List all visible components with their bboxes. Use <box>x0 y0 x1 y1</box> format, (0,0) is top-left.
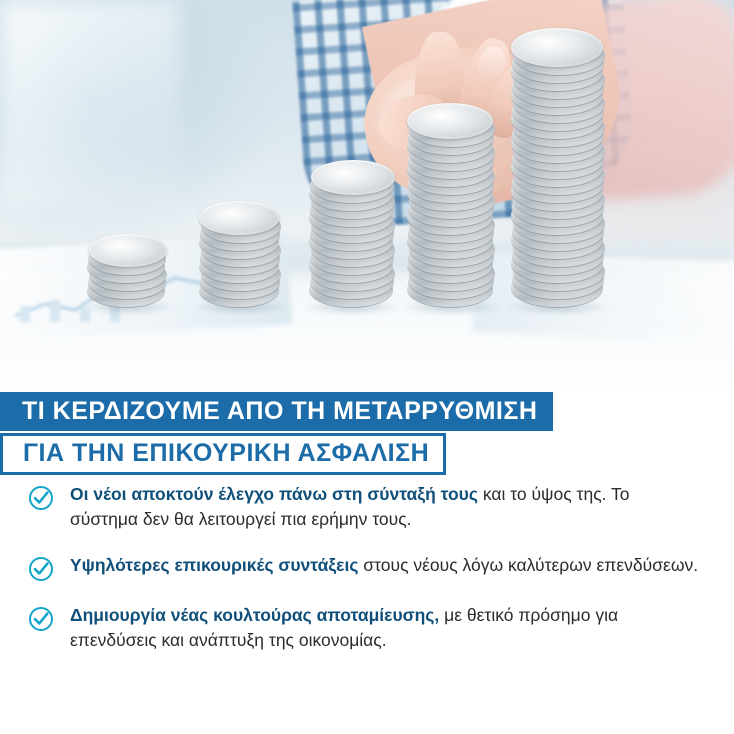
title-line-1: ΤΙ ΚΕΡΔΙΖΟΥΜΕ ΑΠΟ ΤΗ ΜΕΤΑΡΡΥΘΜΙΣΗ <box>0 392 553 431</box>
bullet-rest: με θετικό πρόσημο για επενδύσεις και ανάπτυξη της οικονομίας. <box>70 604 619 650</box>
bullet-text <box>70 482 700 532</box>
title-banner <box>0 392 734 475</box>
bullet-rest: στους νέους λόγω καλύτερων επενδύσεων. <box>358 554 699 575</box>
coin-stack-3 <box>310 173 394 307</box>
check-circle-icon <box>28 485 54 511</box>
coin <box>407 103 493 139</box>
bullet-item <box>28 482 700 532</box>
bullet-item <box>28 553 700 582</box>
coin-stack-5 <box>512 45 604 307</box>
coin-stack-2 <box>200 213 280 307</box>
bullet-lead: Οι νέοι αποκτούν έλεγχο πάνω στη σύνταξή τους <box>70 484 478 504</box>
coin <box>89 234 167 267</box>
bullet-lead: Υψηλότερες επικουρικές συντάξεις <box>70 554 359 575</box>
bullet-text <box>70 603 700 653</box>
bullet-item <box>28 603 700 653</box>
bullet-rest: και το ύψος της. Το σύστημα δεν θα λειτουργεί πια ερήμην τους. <box>70 484 630 529</box>
bullet-lead: Δημιουργία νέας κουλτούρας αποταμίευσης, <box>70 604 440 625</box>
coin-stack-1 <box>88 245 166 307</box>
check-circle-icon <box>28 556 54 582</box>
bullet-list <box>0 482 734 673</box>
coin-stack-4 <box>408 117 494 307</box>
window-light <box>0 0 180 210</box>
coin <box>311 160 395 195</box>
bullet-text <box>70 553 698 578</box>
coin <box>511 28 603 67</box>
title-line-2: ΓΙΑ ΤΗΝ ΕΠΙΚΟΥΡΙΚΗ ΑΣΦΑΛΙΣΗ <box>0 433 446 474</box>
check-circle-icon <box>28 606 54 632</box>
coin <box>199 201 279 235</box>
